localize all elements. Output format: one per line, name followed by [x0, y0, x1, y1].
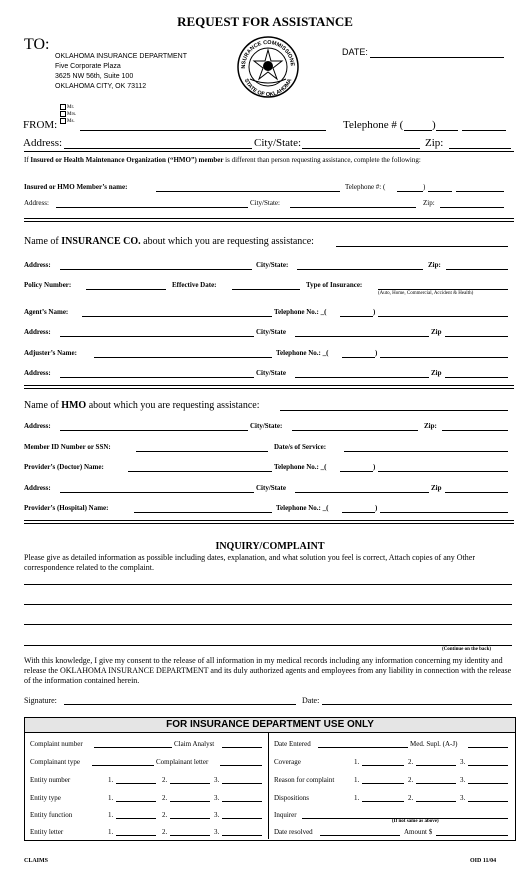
entity-letter-1-field[interactable]	[116, 835, 156, 836]
entity-type-label: Entity type	[30, 794, 61, 802]
inquiry-heading: INQUIRY/COMPLAINT	[215, 541, 325, 552]
entity-number-2-field[interactable]	[170, 783, 210, 784]
member-zip-label: Zip:	[423, 199, 435, 207]
checkbox-icon	[60, 111, 66, 117]
entity-number-label: Entity number	[30, 776, 71, 784]
signature-date-label: Date:	[302, 696, 320, 705]
field-number: 2.	[162, 828, 168, 836]
insurance-type-note: (Auto, Home, Commercial, Accident & Health)	[378, 291, 474, 296]
agent-telephone-paren: )	[373, 308, 376, 316]
med-supl-label: Med. Supl. (A-J)	[410, 740, 458, 748]
field-number: 3.	[214, 828, 220, 836]
doctor-telephone-field[interactable]	[378, 471, 508, 472]
date-resolved-field[interactable]	[320, 835, 400, 836]
member-telephone-label: Telephone #: (	[345, 183, 386, 191]
dispositions-2-field[interactable]	[416, 801, 456, 802]
coverage-3-field[interactable]	[468, 765, 508, 766]
member-name-label: Insured or HMO Member’s name:	[24, 183, 128, 191]
svg-text:STATE OF OKLAHOMA	[243, 78, 294, 98]
adjuster-address-field[interactable]	[60, 377, 254, 378]
member-citystate-label: City/State:	[250, 199, 280, 207]
doctor-name-field[interactable]	[128, 471, 272, 472]
entity-letter-label: Entity letter	[30, 828, 64, 836]
member-telephone-number-field[interactable]	[456, 191, 504, 192]
field-number: 1.	[354, 758, 360, 766]
provider-citystate-label: City/State	[256, 484, 286, 492]
section-divider	[24, 385, 514, 386]
date-field[interactable]	[370, 57, 504, 58]
to-label: TO:	[24, 36, 50, 53]
provider-citystate-field[interactable]	[295, 492, 429, 493]
provider-address-label: Address:	[24, 484, 51, 492]
insurance-type-label: Type of Insurance:	[306, 281, 363, 289]
amount-label: Amount $	[404, 828, 433, 836]
telephone-number-field[interactable]	[462, 130, 506, 131]
complainant-type-label: Complainant type	[30, 758, 80, 766]
date-entered-label: Date Entered	[274, 740, 311, 748]
field-number: 1.	[108, 776, 114, 784]
field-number: 1.	[108, 794, 114, 802]
complainant-type-field[interactable]	[92, 765, 154, 766]
doctor-telephone-paren: )	[373, 463, 376, 471]
field-number: 3.	[214, 776, 220, 784]
section-divider	[24, 388, 514, 389]
inquiry-instructions: Please give as detailed information as possible including dates, explanation, and what solution you feel is correct, Attach copies of any Other correspondence related to the complaint.	[24, 553, 475, 572]
zip-field[interactable]	[449, 148, 511, 149]
field-number: 2.	[162, 776, 168, 784]
office-use-box	[24, 717, 516, 841]
complainant-letter-label: Complainant letter	[156, 758, 209, 766]
reason-label: Reason for complaint	[274, 776, 335, 784]
hmo-address-field[interactable]	[60, 430, 248, 431]
from-label: FROM:	[23, 119, 58, 131]
field-number: 2.	[408, 758, 414, 766]
date-resolved-label: Date resolved	[274, 828, 313, 836]
salutation-mr[interactable]: Mr.	[60, 104, 76, 111]
hospital-telephone-label: Telephone No.: _(	[276, 504, 329, 512]
hmo-citystate-field[interactable]	[292, 430, 418, 431]
entity-type-3-field[interactable]	[222, 801, 262, 802]
hospital-name-label: Provider’s (Hospital) Name:	[24, 504, 109, 512]
telephone-area-field[interactable]	[404, 130, 432, 131]
dispositions-3-field[interactable]	[468, 801, 508, 802]
field-number: 3.	[460, 758, 466, 766]
policy-number-field[interactable]	[86, 289, 166, 290]
complaint-number-label: Complaint number	[30, 740, 83, 748]
insurance-type-field[interactable]	[378, 289, 508, 290]
member-address-label: Address:	[24, 199, 49, 207]
date-label: DATE:	[342, 47, 368, 57]
hmo-zip-field[interactable]	[442, 430, 508, 431]
complaint-line[interactable]	[24, 604, 512, 605]
hmo-zip-label: Zip:	[424, 422, 437, 430]
entity-function-3-field[interactable]	[222, 818, 262, 819]
hmo-name-field[interactable]	[280, 410, 508, 411]
hospital-telephone-paren: )	[375, 504, 378, 512]
telephone-label: Telephone # (	[343, 119, 404, 131]
section-divider	[24, 218, 514, 219]
member-id-field[interactable]	[136, 451, 268, 452]
telephone-paren: )	[432, 119, 436, 131]
entity-type-1-field[interactable]	[116, 801, 156, 802]
policy-number-label: Policy Number:	[24, 281, 72, 289]
hospital-telephone-area-field[interactable]	[342, 512, 375, 513]
entity-function-2-field[interactable]	[170, 818, 210, 819]
reason-1-field[interactable]	[362, 783, 404, 784]
service-date-label: Date/s of Service:	[274, 443, 327, 451]
effective-date-field[interactable]	[232, 289, 300, 290]
section-divider	[24, 221, 514, 222]
provider-zip-label: Zip	[431, 484, 442, 492]
adjuster-telephone-label: Telephone No.: _(	[276, 349, 329, 357]
state-seal-icon	[236, 35, 300, 99]
address-field[interactable]	[64, 148, 252, 149]
checkbox-icon	[60, 104, 66, 110]
complaint-line[interactable]	[24, 584, 512, 585]
entity-number-3-field[interactable]	[222, 783, 262, 784]
adjuster-zip-field[interactable]	[445, 377, 508, 378]
insurance-address-label: Address:	[24, 261, 51, 269]
section-divider	[24, 523, 514, 524]
field-number: 2.	[408, 794, 414, 802]
hmo-citystate-label: City/State:	[250, 422, 283, 430]
member-telephone-prefix-field[interactable]	[428, 191, 452, 192]
adjuster-name-field[interactable]	[94, 357, 272, 358]
inquirer-label: Inquirer	[274, 811, 297, 819]
member-zip-field[interactable]	[440, 207, 504, 208]
hmo-heading: Name of HMO about which you are requesting assistance:	[24, 400, 260, 411]
agent-name-label: Agent’s Name:	[24, 308, 69, 316]
adjuster-citystate-field[interactable]	[295, 377, 429, 378]
agent-telephone-label: Telephone No.: _(	[274, 308, 327, 316]
continue-note: (Continue on the back)	[442, 647, 492, 652]
department-address	[55, 52, 187, 92]
effective-date-label: Effective Date:	[172, 281, 217, 289]
citystate-label: City/State:	[254, 137, 302, 149]
insurance-citystate-field[interactable]	[297, 269, 423, 270]
field-number: 3.	[214, 794, 220, 802]
entity-number-1-field[interactable]	[116, 783, 156, 784]
member-telephone-area-field[interactable]	[397, 191, 423, 192]
adjuster-name-label: Adjuster’s Name:	[24, 349, 77, 357]
date-entered-field[interactable]	[318, 747, 408, 748]
field-number: 1.	[108, 828, 114, 836]
seal-bottom-text: STATE OF OKLAHOMA	[242, 78, 294, 99]
adjuster-citystate-label: City/State	[256, 369, 286, 377]
telephone-prefix-field[interactable]	[436, 130, 458, 131]
agent-telephone-area-field[interactable]	[340, 316, 373, 317]
adjuster-telephone-field[interactable]	[380, 357, 508, 358]
zip-label: Zip:	[425, 137, 444, 149]
hmo-address-label: Address:	[24, 422, 51, 430]
member-id-label: Member ID Number or SSN:	[24, 443, 111, 451]
signature-field[interactable]	[64, 704, 296, 705]
footer-right: OID 11/04	[470, 858, 497, 864]
seal-top-text: NSURANCE COMMISSIONE	[240, 39, 296, 69]
entity-function-label: Entity function	[30, 811, 73, 819]
insurance-name-field[interactable]	[336, 246, 508, 247]
field-number: 3.	[460, 776, 466, 784]
address-label: Address:	[23, 137, 63, 149]
agent-zip-label: Zip	[431, 328, 442, 336]
doctor-name-label: Provider’s (Doctor) Name:	[24, 463, 104, 471]
complaint-line[interactable]	[24, 624, 512, 625]
complaint-line[interactable]	[24, 645, 512, 646]
field-number: 2.	[162, 811, 168, 819]
hospital-name-field[interactable]	[134, 512, 272, 513]
hospital-telephone-field[interactable]	[380, 512, 508, 513]
address-line: 3625 NW 56th, Suite 100	[55, 73, 134, 80]
salutation-ms[interactable]: Ms.	[60, 118, 76, 125]
provider-zip-field[interactable]	[445, 492, 508, 493]
doctor-telephone-label: Telephone No.: _(	[274, 463, 327, 471]
provider-address-field[interactable]	[60, 492, 254, 493]
field-number: 1.	[108, 811, 114, 819]
agent-citystate-label: City/State	[256, 328, 286, 336]
address-line: Five Corporate Plaza	[55, 63, 121, 70]
insurance-address-field[interactable]	[60, 269, 252, 270]
field-number: 3.	[214, 811, 220, 819]
agent-zip-field[interactable]	[445, 336, 508, 337]
member-name-field[interactable]	[156, 191, 340, 192]
inquirer-note: (If not same as above)	[392, 819, 439, 824]
office-use-divider	[268, 733, 269, 839]
member-note: If Insured or Health Maintenance Organization (“HMO”) member is different than person requesting assistance, complete the following:	[24, 156, 421, 164]
amount-field[interactable]	[436, 835, 508, 836]
claim-analyst-label: Claim Analyst	[174, 740, 215, 748]
field-number: 2.	[162, 794, 168, 802]
adjuster-zip-label: Zip	[431, 369, 442, 377]
member-citystate-field[interactable]	[290, 207, 416, 208]
entity-type-2-field[interactable]	[170, 801, 210, 802]
reason-2-field[interactable]	[416, 783, 456, 784]
complaint-number-field[interactable]	[94, 747, 172, 748]
agent-address-field[interactable]	[60, 336, 254, 337]
address-line: OKLAHOMA CITY, OK 73112	[55, 83, 147, 90]
agent-address-label: Address:	[24, 328, 51, 336]
member-telephone-paren: )	[423, 183, 426, 191]
adjuster-telephone-paren: )	[375, 349, 378, 357]
insurance-citystate-label: City/State:	[256, 261, 289, 269]
citystate-field[interactable]	[302, 148, 420, 149]
entity-letter-3-field[interactable]	[222, 835, 262, 836]
entity-function-1-field[interactable]	[116, 818, 156, 819]
insurance-zip-label: Zip:	[428, 261, 441, 269]
agent-telephone-field[interactable]	[378, 316, 508, 317]
office-use-title: FOR INSURANCE DEPARTMENT USE ONLY	[166, 719, 374, 730]
member-address-field[interactable]	[56, 207, 248, 208]
consent-text: With this knowledge, I give my consent to the release of all information in my medical records including any information concerning my identity and release the OKLAHOMA INSURANCE DEPARTMENT and its duly authorized agents and employees from any liability in connection with the release of the information contained herein.	[24, 656, 512, 685]
salutation-options	[60, 104, 76, 125]
section-divider	[24, 520, 514, 521]
coverage-1-field[interactable]	[362, 765, 404, 766]
footer-left: CLAIMS	[24, 858, 49, 864]
dispositions-label: Dispositions	[274, 794, 310, 802]
insurance-heading: Name of INSURANCE CO. about which you are requesting assistance:	[24, 236, 314, 247]
address-line: OKLAHOMA INSURANCE DEPARTMENT	[55, 53, 187, 60]
signature-label: Signature:	[24, 696, 57, 705]
form-title: REQUEST FOR ASSISTANCE	[177, 14, 353, 29]
doctor-telephone-area-field[interactable]	[340, 471, 373, 472]
dispositions-1-field[interactable]	[362, 801, 404, 802]
insurance-zip-field[interactable]	[446, 269, 508, 270]
reason-3-field[interactable]	[468, 783, 508, 784]
field-number: 1.	[354, 776, 360, 784]
med-supl-field[interactable]	[468, 747, 508, 748]
from-field[interactable]	[80, 130, 326, 131]
field-number: 1.	[354, 794, 360, 802]
signature-date-field[interactable]	[322, 704, 512, 705]
complainant-letter-field[interactable]	[220, 765, 262, 766]
field-number: 3.	[460, 794, 466, 802]
field-number: 2.	[408, 776, 414, 784]
agent-citystate-field[interactable]	[295, 336, 429, 337]
service-date-field[interactable]	[344, 451, 508, 452]
adjuster-telephone-area-field[interactable]	[342, 357, 375, 358]
salutation-mrs[interactable]: Mrs.	[60, 111, 76, 118]
checkbox-icon	[60, 118, 66, 124]
claim-analyst-field[interactable]	[222, 747, 262, 748]
coverage-2-field[interactable]	[416, 765, 456, 766]
entity-letter-2-field[interactable]	[170, 835, 210, 836]
coverage-label: Coverage	[274, 758, 301, 766]
section-divider	[24, 151, 514, 152]
agent-name-field[interactable]	[82, 316, 272, 317]
adjuster-address-label: Address:	[24, 369, 51, 377]
